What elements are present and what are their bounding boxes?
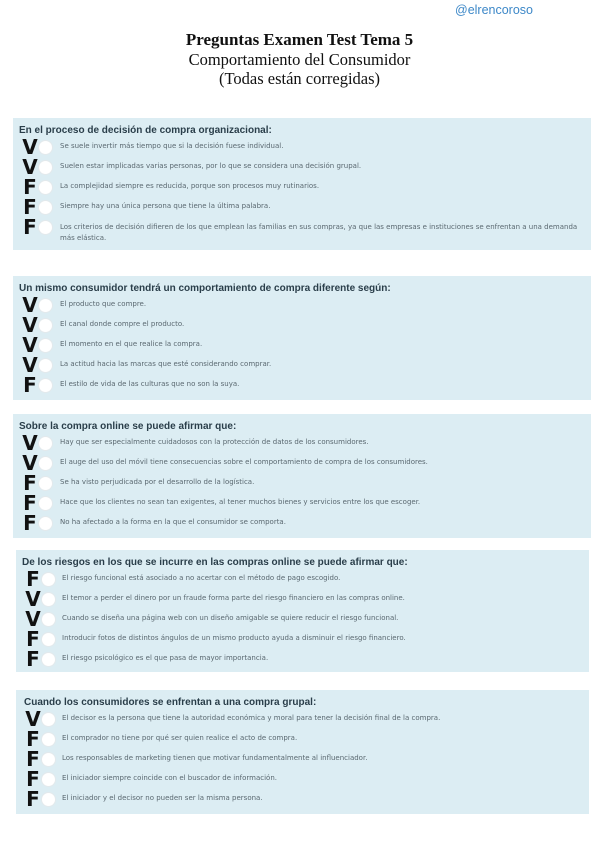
answer-mark: V [22,333,38,357]
question-card-1 [13,118,591,250]
answer-mark: F [23,511,37,535]
radio-button[interactable] [41,592,56,607]
answer-text: El comprador no tiene por qué ser quien realice el acto de compra. [62,734,298,742]
radio-button[interactable] [41,652,56,667]
answer-text: Los responsables de marketing tienen que motivar fundamentalmente al influenciador. [62,754,368,762]
question-card-4 [16,550,589,672]
answer-option [13,215,591,245]
radio-button[interactable] [38,436,53,451]
answer-option [13,313,591,337]
answer-mark: F [26,787,40,811]
answer-text: El decisor es la persona que tiene la autoridad económica y moral para tener la decisión final de la compra. [62,714,441,722]
radio-button[interactable] [41,632,56,647]
radio-button[interactable] [38,160,53,175]
answer-option [13,135,591,159]
answer-text: La complejidad siempre es reducida, porque son procesos muy rutinarios. [60,182,320,190]
answer-option [16,587,589,611]
answer-mark: F [26,627,40,651]
answer-mark: F [26,767,40,791]
author-handle: @elrencoroso [455,3,534,17]
radio-button[interactable] [38,200,53,215]
answer-option [16,727,589,751]
question-text: Un mismo consumidor tendrá un comportamiento de compra diferente según: [19,283,391,294]
title-line-2: Comportamiento del Consumidor [188,50,411,69]
radio-button[interactable] [38,378,53,393]
answer-option [13,491,591,515]
answer-text: Siempre hay una única persona que tiene la última palabra. [60,202,271,210]
answer-option [13,511,591,535]
answer-mark: V [22,135,38,159]
title-line-3: (Todas están corregidas) [218,69,381,88]
document-title [0,30,599,88]
radio-button[interactable] [38,180,53,195]
radio-button[interactable] [41,712,56,727]
answer-text: Los criterios de decisión difieren de los que emplean las familias en sus compras, ya que las empresas e instituciones se enfrentan a una demanda más elástica. [60,223,578,242]
answer-text: El riesgo funcional está asociado a no acertar con el método de pago escogido. [62,574,341,582]
answer-text: El canal donde compre el producto. [60,320,185,328]
radio-button[interactable] [38,220,53,235]
answer-text: Suelen estar implicadas varias personas, por lo que se considera una decisión grupal. [60,162,362,170]
question-card-5 [16,690,589,814]
answer-option [13,155,591,179]
title-line-1: Preguntas Examen Test Tema 5 [185,30,414,49]
answer-text: Cuando se diseña una página web con un diseño amigable se quiere reducir el riesgo funcional. [62,614,399,622]
answer-option [13,471,591,495]
answer-text: El producto que compre. [60,300,147,308]
answer-mark: V [22,313,38,337]
answer-option [16,607,589,631]
answer-text: Introducir fotos de distintos ángulos de un mismo producto ayuda a disminuir el riesgo financiero. [62,634,406,642]
question-card-3 [13,414,591,538]
answer-option [13,353,591,377]
answer-text: Hay que ser especialmente cuidadosos con la protección de datos de los consumidores. [60,438,369,446]
answer-option [13,195,591,219]
answer-option [16,647,589,671]
radio-button[interactable] [38,140,53,155]
answer-mark: F [26,567,40,591]
question-text: En el proceso de decisión de compra organizacional: [19,125,272,136]
answer-mark: F [23,471,37,495]
question-card-2 [13,276,591,400]
radio-button[interactable] [41,732,56,747]
answer-text: El iniciador y el decisor no pueden ser la misma persona. [62,794,263,802]
question-text: De los riesgos en los que se incurre en las compras online se puede afirmar que: [22,557,408,568]
answer-option [16,567,589,591]
radio-button[interactable] [38,318,53,333]
radio-button[interactable] [38,476,53,491]
answer-mark: F [23,491,37,515]
answer-mark: V [22,293,38,317]
answer-option [16,787,589,811]
answer-mark: F [23,373,37,397]
answer-option [13,431,591,455]
answer-mark: V [22,451,38,475]
answer-mark: F [26,647,40,671]
radio-button[interactable] [38,516,53,531]
question-text: Cuando los consumidores se enfrentan a una compra grupal: [24,697,317,708]
answer-text: La actitud hacia las marcas que esté considerando comprar. [60,360,272,368]
answer-text: No ha afectado a la forma en la que el consumidor se comporta. [60,518,286,526]
answer-mark: F [26,747,40,771]
answer-option [13,175,591,199]
radio-button[interactable] [38,496,53,511]
answer-option [13,451,591,475]
answer-option [16,747,589,771]
answer-text: Se suele invertir más tiempo que si la decisión fuese individual. [60,142,284,150]
answer-text: El temor a perder el dinero por un fraude forma parte del riesgo financiero en las compras online. [62,594,405,602]
answer-text: El iniciador siempre coincide con el buscador de información. [62,774,277,782]
answer-mark: V [25,587,41,611]
answer-text: El auge del uso del móvil tiene consecuencias sobre el comportamiento de compra de los consumidores. [60,458,428,466]
radio-button[interactable] [41,792,56,807]
answer-text: Hace que los clientes no sean tan exigentes, al tener muchos bienes y servicios entre los que escoger. [60,498,421,506]
answer-text: Se ha visto perjudicada por el desarrollo de la logística. [60,478,255,486]
answer-mark: F [23,215,37,239]
radio-button[interactable] [41,772,56,787]
radio-button[interactable] [38,456,53,471]
answer-mark: F [26,727,40,751]
radio-button[interactable] [38,298,53,313]
answer-mark: V [22,353,38,377]
answer-option [13,333,591,357]
radio-button[interactable] [38,358,53,373]
question-text: Sobre la compra online se puede afirmar que: [19,421,237,432]
radio-button[interactable] [41,572,56,587]
answer-text: El estilo de vida de las culturas que no son la suya. [60,380,240,388]
answer-mark: F [23,175,37,199]
radio-button[interactable] [41,752,56,767]
answer-option [16,707,589,731]
answer-mark: F [23,195,37,219]
answer-text: El riesgo psicológico es el que pasa de mayor importancia. [62,654,269,662]
answer-mark: V [25,707,41,731]
answer-mark: V [22,431,38,455]
answer-text: El momento en el que realice la compra. [60,340,203,348]
radio-button[interactable] [41,612,56,627]
radio-button[interactable] [38,338,53,353]
answer-option [16,767,589,791]
answer-option [13,373,591,397]
answer-option [13,293,591,317]
answer-mark: V [25,607,41,631]
answer-option [16,627,589,651]
answer-mark: V [22,155,38,179]
